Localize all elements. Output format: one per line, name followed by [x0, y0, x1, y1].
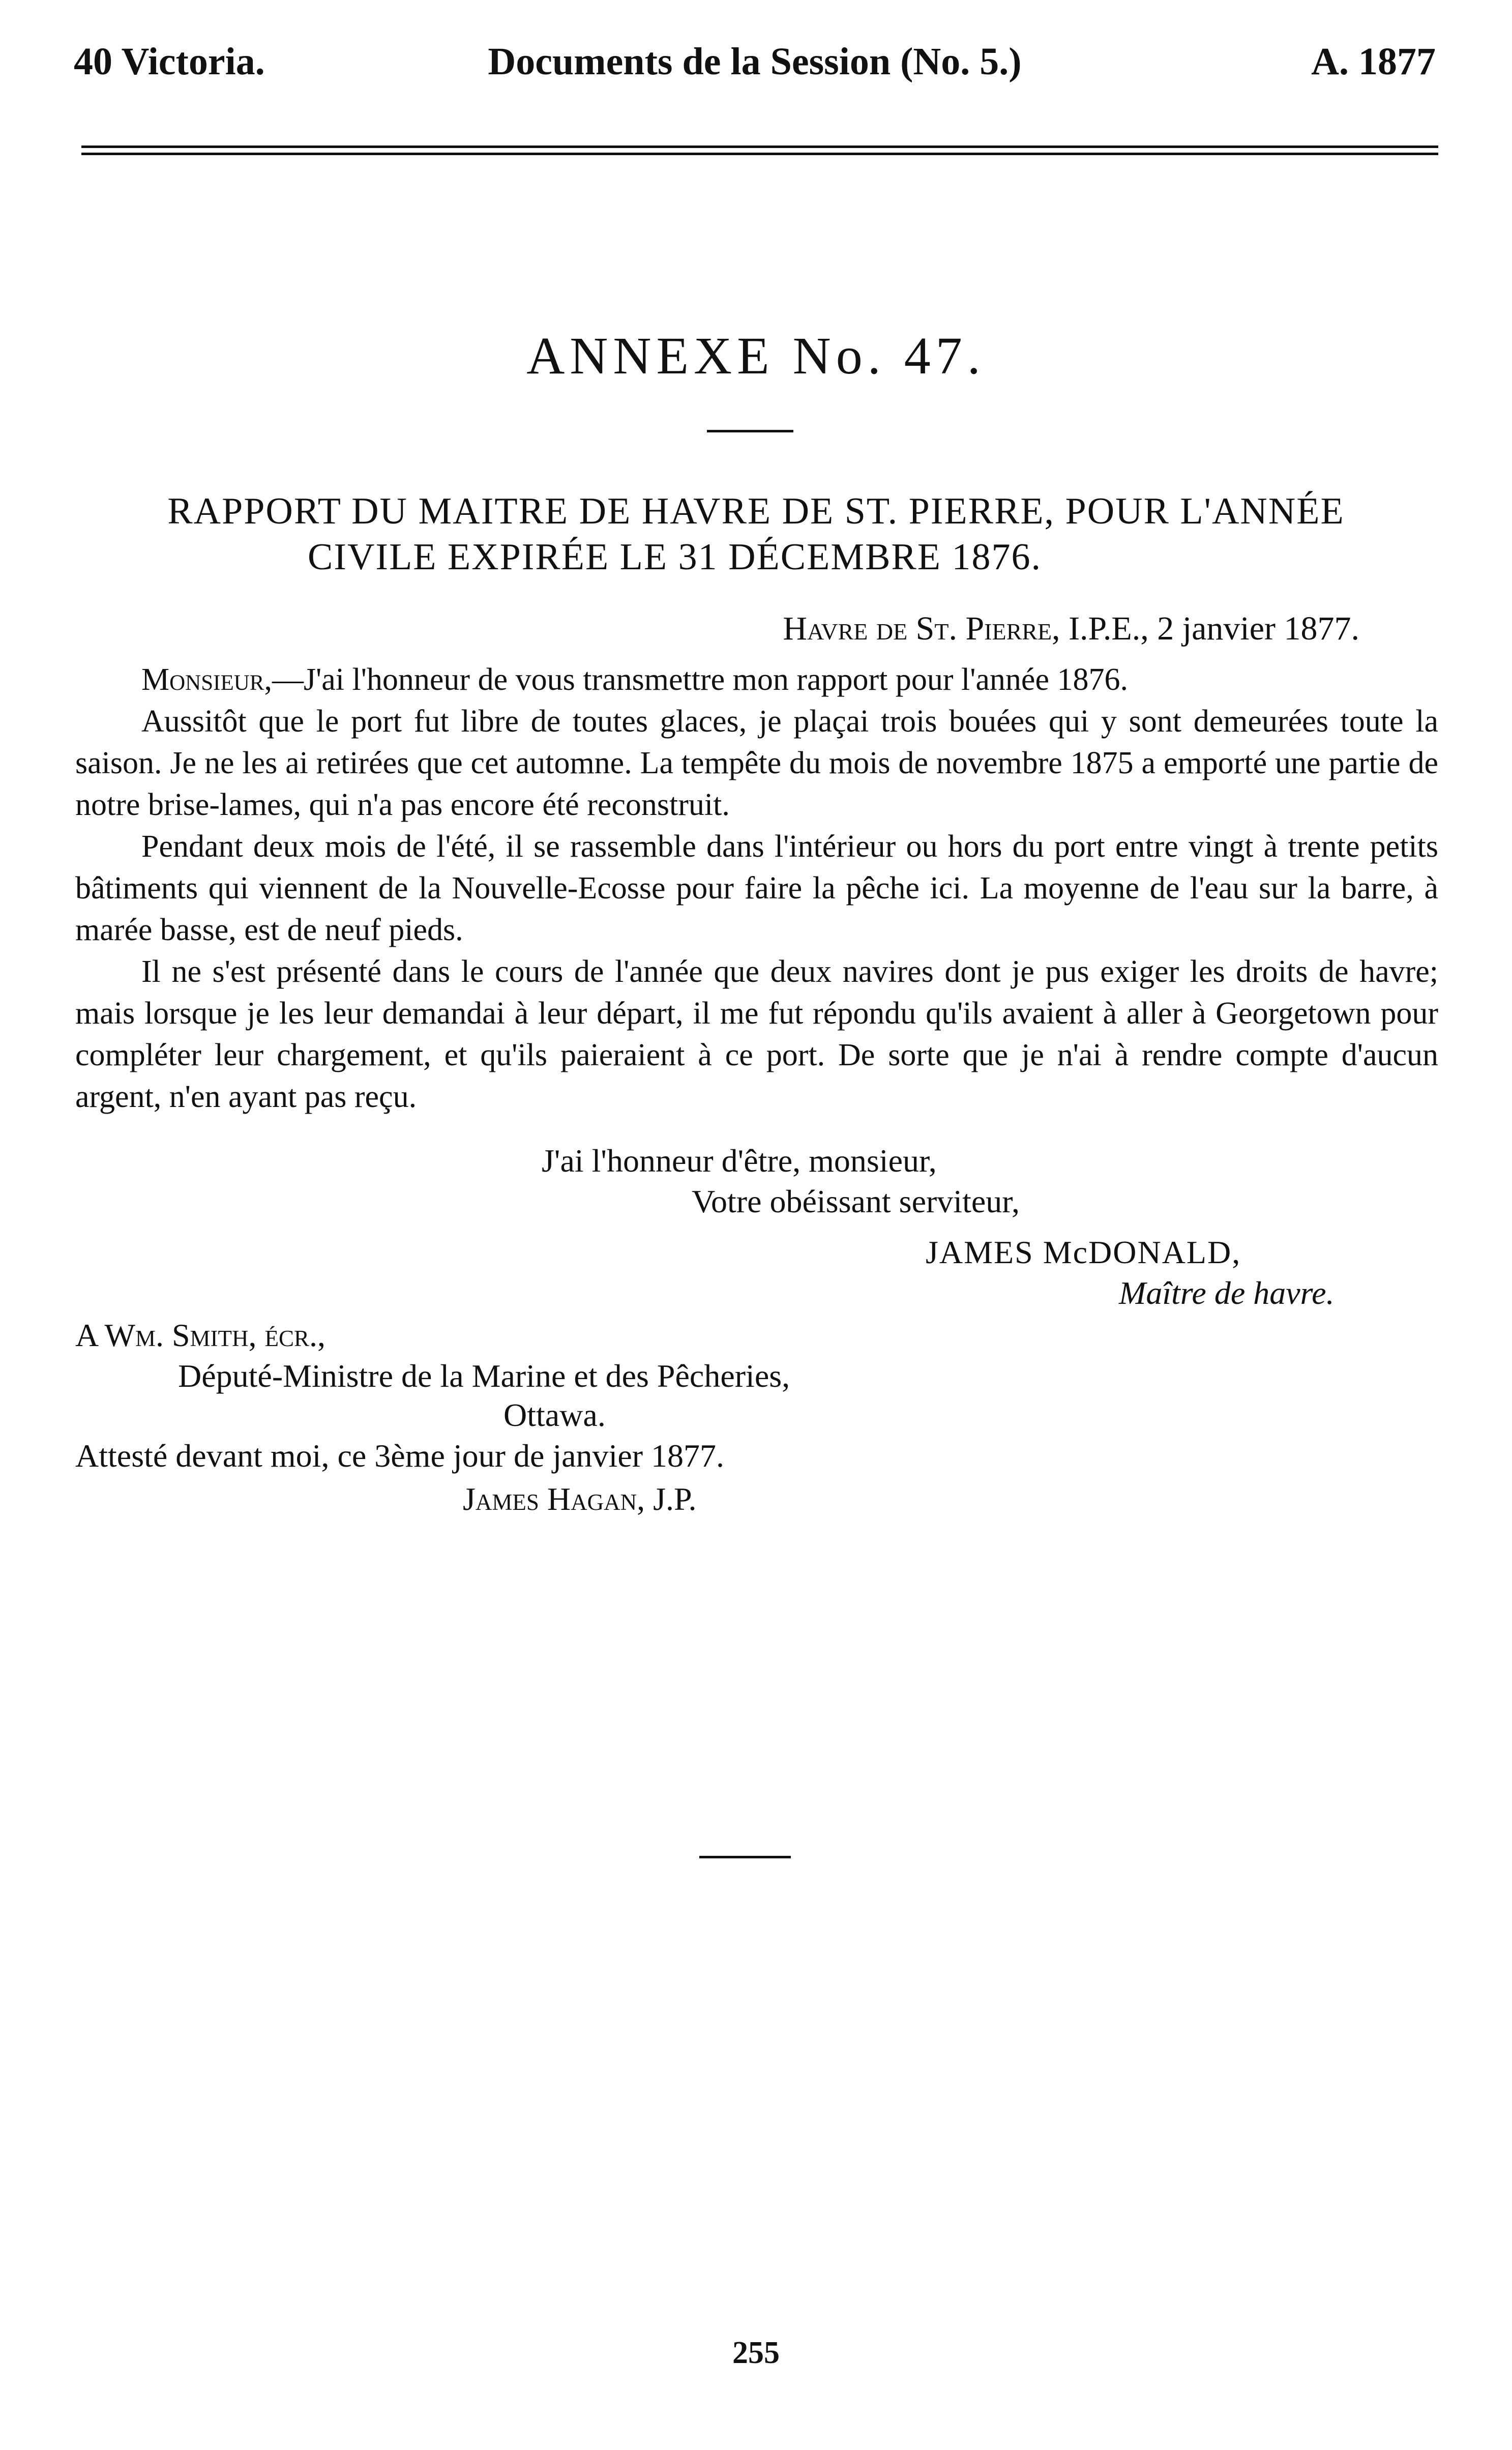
closing-line-1: J'ai l'honneur d'être, monsieur,: [542, 1143, 937, 1179]
header-rule-top: [81, 145, 1438, 148]
letter-body: [75, 659, 1438, 1118]
title-divider: [707, 430, 793, 432]
header-rule-bottom: [81, 153, 1438, 155]
annex-title: ANNEXE No. 47.: [526, 327, 986, 385]
paragraph-3: Pendant deux mois de l'été, il se rassemble dans l'intérieur ou hors du port entre vingt à trente petits bâtiments qui viennent de la Nouvelle-Ecosse pour faire la pêche ici. La moyenne de l'eau sur la barre, à marée basse, est de neuf pieds.: [75, 829, 1438, 947]
dateline: [783, 609, 1359, 648]
report-title-line1: RAPPORT DU MAITRE DE HAVRE DE ST. PIERRE, POUR L'ANNÉE: [167, 490, 1345, 532]
header-session: Documents de la Session (No. 5.): [488, 40, 1022, 83]
paragraph-4: Il ne s'est présenté dans le cours de l'année que deux navires dont je pus exiger les droits de havre; mais lorsque je les leur demandai à leur départ, il me fut répondu qu'ils avaient à aller à Georgetown pour compléter leur chargement, et qu'ils paieraient à ce port. De sorte que je n'ai à rendre compte d'aucun argent, n'en ayant pas reçu.: [75, 954, 1438, 1114]
signature-name: JAMES McDONALD,: [926, 1234, 1241, 1270]
paragraph-1-text: —J'ai l'honneur de vous transmettre mon rapport pour l'année 1876.: [272, 662, 1128, 697]
page-number: 255: [732, 2336, 780, 2370]
header-year: A. 1877: [1311, 40, 1436, 83]
closing-line-2: Votre obéissant serviteur,: [692, 1183, 1020, 1219]
dateline-date: I.P.E., 2 janvier 1877.: [1060, 610, 1359, 647]
paragraph-2: Aussitôt que le port fut libre de toutes glaces, je plaçai trois bouées qui y sont demeurées toute la saison. Je ne les ai retirées que cet automne. La tempête du mois de novembre 1875 a emporté une partie de notre brise-lames, qui n'a pas encore été reconstruit.: [75, 704, 1438, 822]
header-volume: 40 Victoria.: [74, 40, 265, 83]
dateline-place: Havre de St. Pierre,: [783, 610, 1060, 647]
attestation-signature: James Hagan, J.P.: [463, 1481, 697, 1517]
report-title-line2: CIVILE EXPIRÉE LE 31 DÉCEMBRE 1876.: [307, 536, 1042, 578]
running-header: [74, 30, 1436, 91]
recipient-city: Ottawa.: [503, 1397, 606, 1433]
salutation: Monsieur,: [141, 662, 272, 697]
end-divider: [699, 1856, 791, 1858]
recipient-title: Député-Ministre de la Marine et des Pêcheries,: [178, 1358, 790, 1394]
report-title: [71, 488, 1441, 580]
recipient-name: A Wm. Smith, écr.,: [75, 1317, 326, 1353]
signature-role: Maître de havre.: [1119, 1275, 1335, 1311]
paragraph-1: [75, 659, 1438, 701]
attestation: Attesté devant moi, ce 3ème jour de janvier 1877.: [75, 1438, 725, 1474]
